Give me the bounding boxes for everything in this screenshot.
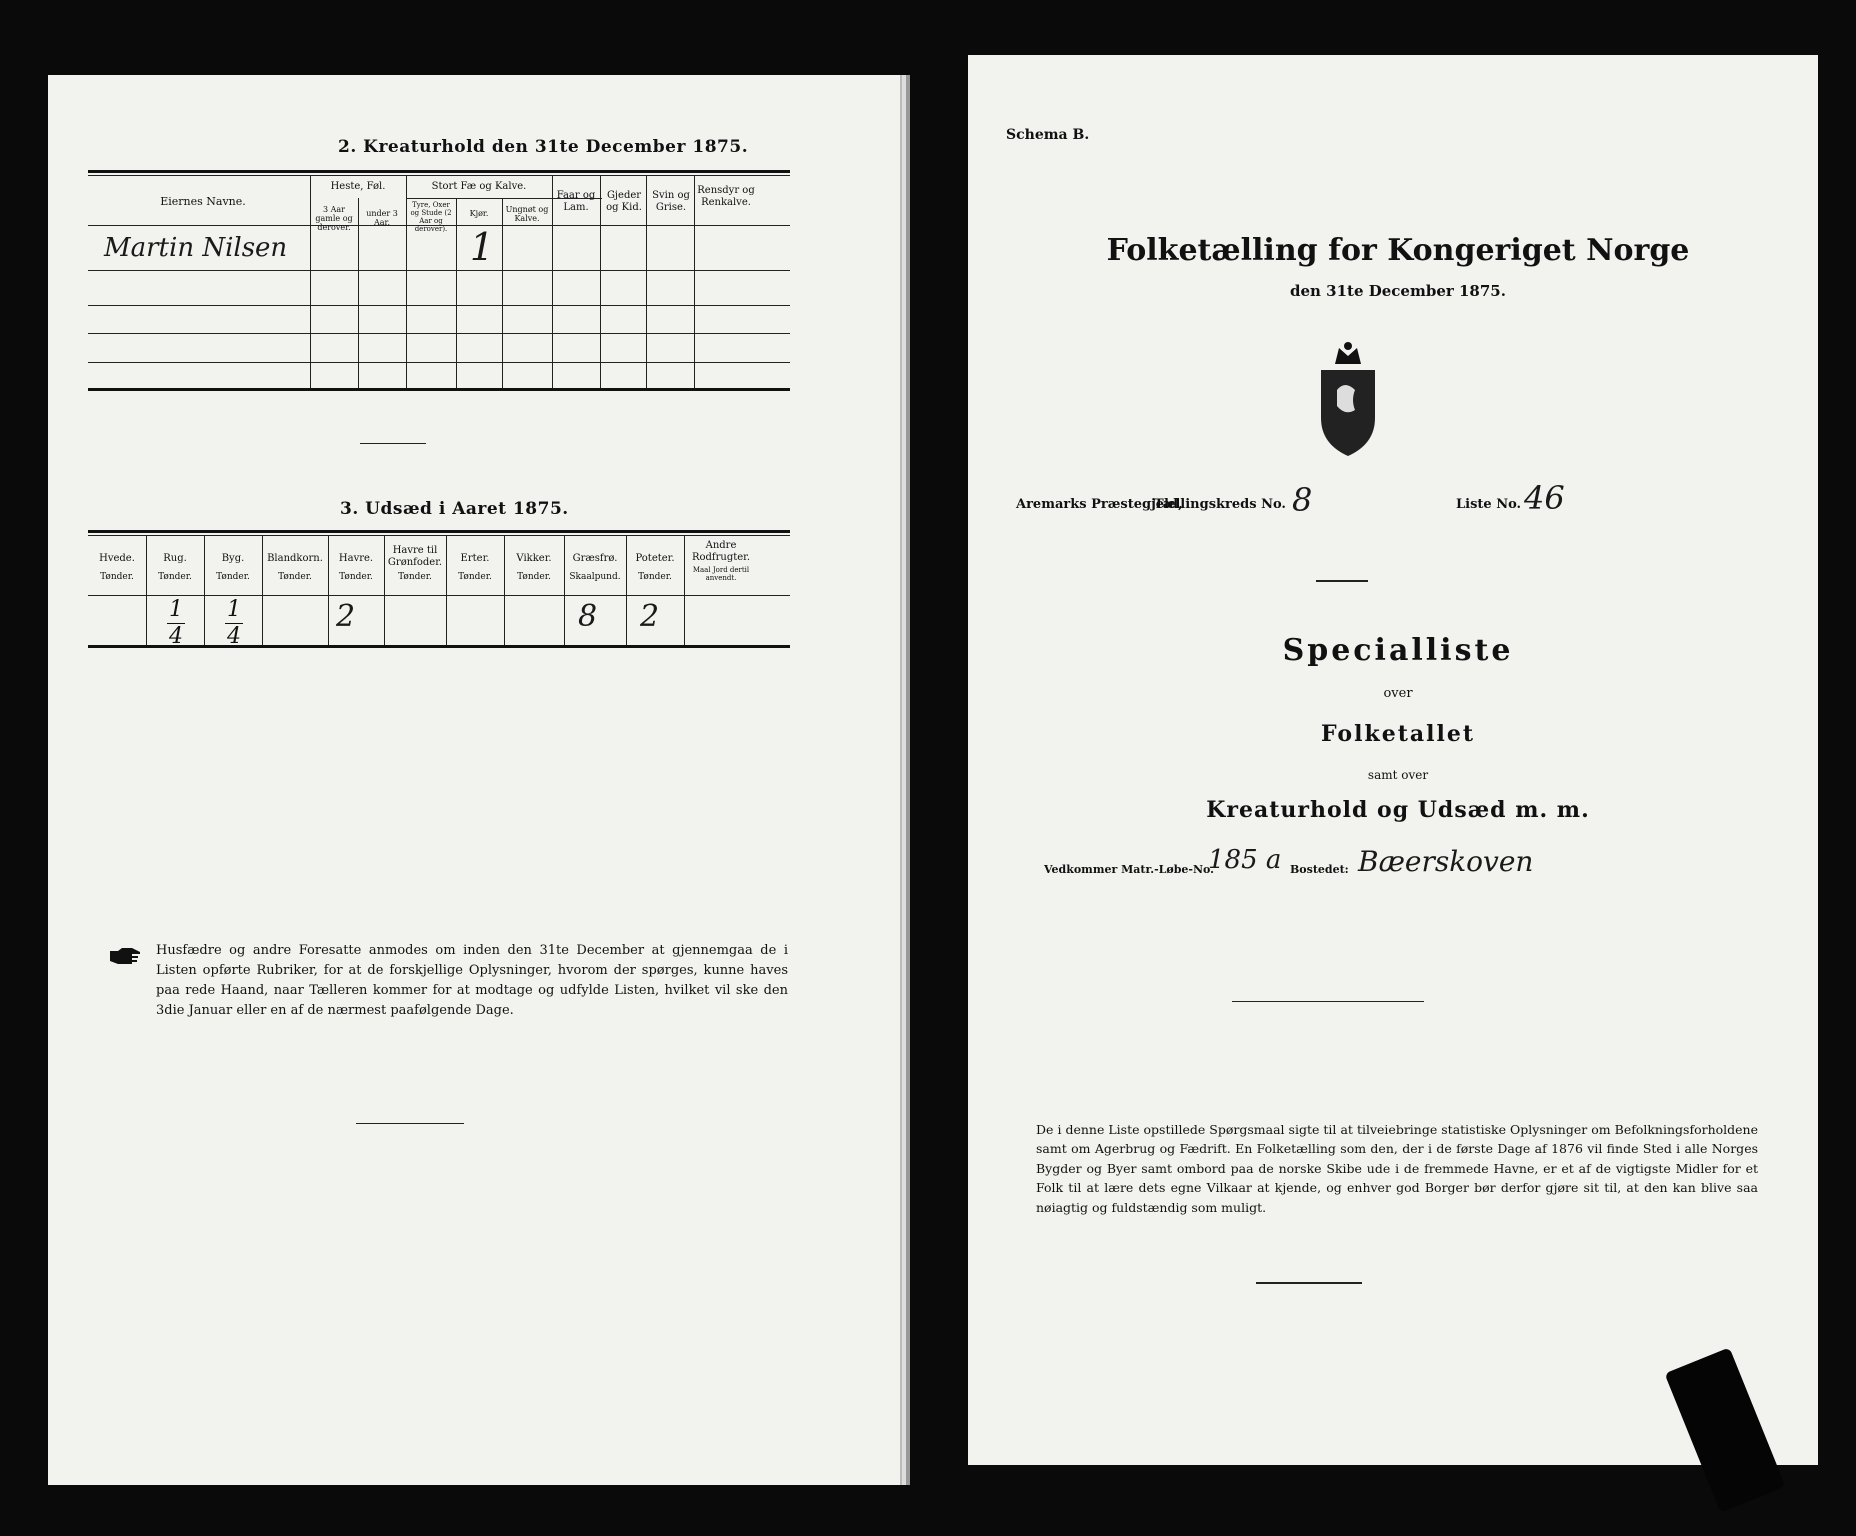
byg-value: 1 4 — [227, 597, 241, 649]
district-value: 8 — [1292, 481, 1313, 519]
header-havre-gron-unit: Tønder. — [398, 572, 432, 582]
header-hvede-unit: Tønder. — [100, 572, 134, 582]
kjor-count-cell: 1 — [469, 225, 495, 269]
notice-text: Husfædre og andre Foresatte anmodes om inden den 31te December at gjennemgaa de i Listen opførte Rubriker, for at de forskjellige Oplysninger, hvorom der spørges, kunne haves paa rede Haand, naar Tælleren kommer for at modtage og udfylde Listen, hvilket vil ske den 3die Januar eller en af de nærmest paafølgende Dage. — [156, 943, 788, 1019]
header-vikker: Vikker. — [516, 553, 552, 564]
header-graesfro: Græsfrø. — [572, 553, 618, 564]
left-page — [48, 75, 900, 1485]
havre-value: 2 — [336, 599, 356, 634]
folketallet-title: Folketallet — [1321, 721, 1475, 747]
header-hvede: Hvede. — [99, 553, 135, 564]
over-text: over — [1383, 686, 1413, 701]
header-poteter-unit: Tønder. — [638, 572, 672, 582]
coat-of-arms-icon — [1313, 340, 1383, 460]
bosted-value: Bæerskoven — [1358, 845, 1534, 878]
header-gjeder: Gjeder og Kid. — [606, 190, 642, 213]
header-erter-unit: Tønder. — [458, 572, 492, 582]
schema-label: Schema B. — [1006, 127, 1090, 143]
right-page — [968, 55, 1818, 1465]
header-byg-unit: Tønder. — [216, 572, 250, 582]
header-havre-unit: Tønder. — [339, 572, 373, 582]
kreaturhold-title: Kreaturhold og Udsæd m. m. — [1206, 797, 1590, 823]
divider — [356, 1123, 464, 1124]
matr-label: Vedkommer Matr.-Løbe-No. — [1044, 863, 1214, 876]
header-graesfro-unit: Skaalpund. — [569, 572, 621, 582]
list-label: Liste No. — [1456, 497, 1522, 512]
header-stort-kjor: Kjør. — [469, 209, 489, 218]
header-vikker-unit: Tønder. — [517, 572, 551, 582]
main-title: Folketælling for Kongeriget Norge — [1106, 233, 1690, 268]
divider — [1232, 1001, 1424, 1002]
header-andre: Andre Rodfrugter. — [691, 540, 751, 563]
header-rug: Rug. — [163, 553, 187, 564]
header-andre-unit: Maal Jord dertil anvendt. — [692, 566, 750, 583]
section2-title: 2. Kreaturhold den 31te December 1875. — [338, 137, 749, 157]
header-stort-ungnot: Ungnøt og Kalve. — [505, 205, 549, 224]
divider — [1316, 580, 1368, 582]
specialliste-title: Specialliste — [1282, 633, 1514, 668]
header-erter: Erter. — [460, 553, 490, 564]
header-rug-unit: Tønder. — [158, 572, 192, 582]
parish-label: Aremarks Præstegjeld, — [1016, 497, 1183, 512]
date-line: den 31te December 1875. — [1290, 282, 1506, 300]
header-havre: Havre. — [338, 553, 374, 564]
graesfro-value: 8 — [578, 599, 598, 634]
header-stort-fae: Stort Fæ og Kalve. — [431, 181, 527, 192]
header-svin: Svin og Grise. — [652, 190, 690, 213]
section3-title: 3. Udsæd i Aaret 1875. — [340, 499, 569, 519]
owner-name-cell: Martin Nilsen — [104, 233, 288, 263]
header-heste: Heste, Føl. — [330, 181, 386, 192]
header-poteter: Poteter. — [635, 553, 675, 564]
header-heste-young: under 3 Aar. — [366, 209, 398, 228]
bosted-label: Bostedet: — [1290, 863, 1349, 876]
header-havre-gron: Havre til Grønfoder. — [387, 545, 443, 568]
header-blandkorn: Blandkorn. — [267, 553, 323, 564]
rug-value: 1 4 — [169, 597, 183, 649]
pointing-hand-icon — [108, 947, 142, 965]
header-owner-name: Eiernes Navne. — [160, 195, 246, 208]
header-faar: Faar og Lam. — [556, 190, 596, 213]
header-byg: Byg. — [221, 553, 245, 564]
district-label: Tællingskreds No. — [1154, 497, 1286, 512]
header-stort-tyre: Tyre, Oxer og Stude (2 Aar og derover). — [410, 201, 452, 234]
poteter-value: 2 — [640, 599, 660, 634]
samt-over-text: samt over — [1367, 768, 1429, 782]
matr-value: 185 a — [1208, 845, 1282, 875]
header-blandkorn-unit: Tønder. — [278, 572, 312, 582]
header-heste-old: 3 Aar gamle og derover. — [315, 205, 353, 233]
divider — [360, 443, 426, 444]
divider — [1256, 1282, 1362, 1284]
footer-text: De i denne Liste opstillede Spørgsmaal sigte til at tilveiebringe statistiske Oplysninger om Befolkningsforholdene samt om Agerbrug og Fædrift. En Folketælling som den, der i de første Dage af 1876 vil finde Sted i alle Norges Bygder og Byer samt ombord paa de norske Skibe ude i de fremmede Havne, er et af de vigtigste Midler for et Folk til at lære dets egne Vilkaar at kjende, og enhver god Borger bør derfor gjøre sit til, at den kan blive saa nøiagtig og fuldstændig som muligt. — [1036, 1122, 1758, 1215]
list-value: 46 — [1524, 479, 1565, 517]
header-rensdyr: Rensdyr og Renkalve. — [697, 185, 755, 208]
